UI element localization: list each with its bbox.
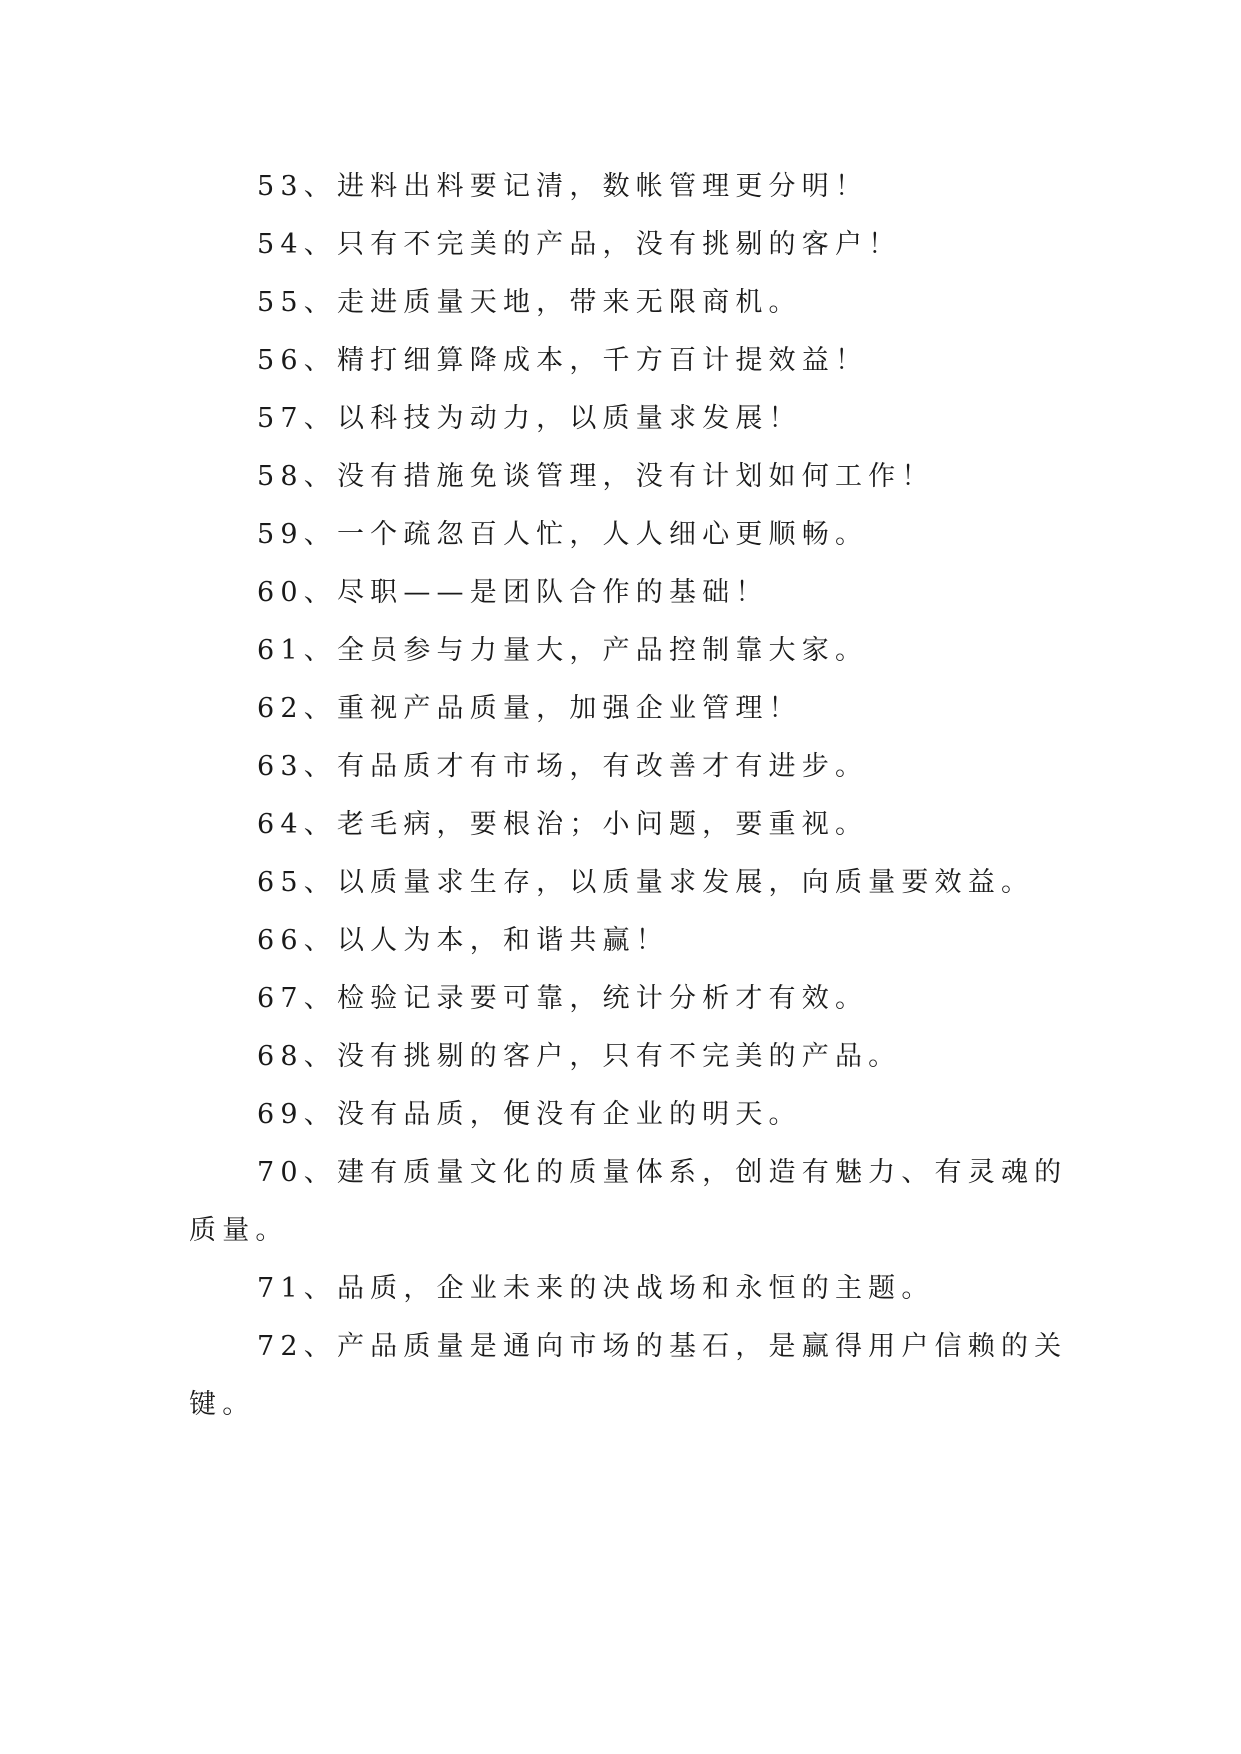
slogan-item-54: 54、只有不完美的产品，没有挑剔的客户！ — [257, 229, 902, 260]
slogan-item-72: 72、产品质量是通向市场的基石，是赢得用户信赖的关键。 — [189, 1331, 1068, 1420]
slogan-item-57: 57、以科技为动力，以质量求发展！ — [257, 403, 802, 434]
slogan-item-70: 70、建有质量文化的质量体系，创造有魅力、有灵魂的质量。 — [189, 1157, 1068, 1246]
slogan-item-56: 56、精打细算降成本，千方百计提效益！ — [257, 345, 869, 376]
slogan-item-59: 59、一个疏忽百人忙，人人细心更顺畅。 — [257, 519, 869, 550]
slogan-item-67: 67、检验记录要可靠，统计分析才有效。 — [257, 983, 869, 1014]
slogan-item-66: 66、以人为本，和谐共赢！ — [257, 925, 669, 956]
slogan-item-64: 64、老毛病，要根治；小问题，要重视。 — [257, 809, 869, 840]
slogan-item-60: 60、尽职——是团队合作的基础！ — [257, 577, 769, 608]
slogan-item-62: 62、重视产品质量，加强企业管理！ — [257, 693, 802, 724]
slogan-item-65: 65、以质量求生存，以质量求发展，向质量要效益。 — [257, 867, 1035, 898]
slogan-item-61: 61、全员参与力量大，产品控制靠大家。 — [257, 635, 869, 666]
slogan-item-69: 69、没有品质，便没有企业的明天。 — [257, 1099, 802, 1130]
slogan-item-58: 58、没有措施免谈管理，没有计划如何工作！ — [257, 461, 935, 492]
document-body — [189, 158, 1069, 1434]
slogan-item-53: 53、进料出料要记清，数帐管理更分明！ — [257, 171, 869, 202]
slogan-item-68: 68、没有挑剔的客户，只有不完美的产品。 — [257, 1041, 902, 1072]
slogan-item-71: 71、品质，企业未来的决战场和永恒的主题。 — [257, 1273, 935, 1304]
slogan-item-63: 63、有品质才有市场，有改善才有进步。 — [257, 751, 869, 782]
slogan-item-55: 55、走进质量天地，带来无限商机。 — [257, 287, 802, 318]
